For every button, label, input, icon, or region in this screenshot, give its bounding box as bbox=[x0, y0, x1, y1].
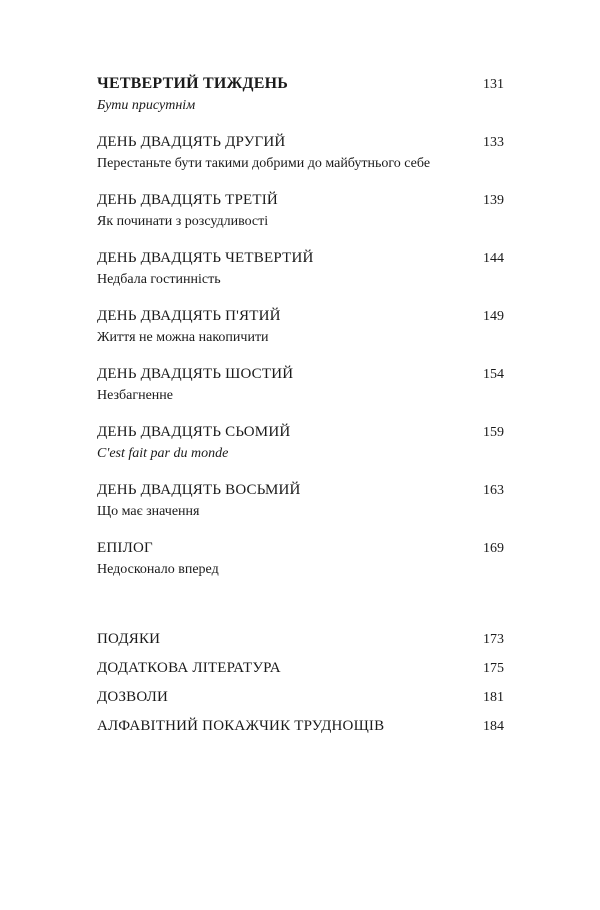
chapter-subtitle: C'est fait par du monde bbox=[97, 446, 229, 461]
chapter-title: ДЕНЬ ДВАДЦЯТЬ ТРЕТІЙ bbox=[97, 192, 278, 208]
chapter-page-number: 163 bbox=[483, 483, 504, 498]
back-matter-title: ДОЗВОЛИ bbox=[97, 689, 169, 705]
chapter-title: ДЕНЬ ДВАДЦЯТЬ П'ЯТИЙ bbox=[97, 308, 281, 324]
toc-entry bbox=[97, 628, 504, 651]
chapter-title: ДЕНЬ ДВАДЦЯТЬ ЧЕТВЕРТИЙ bbox=[97, 250, 314, 266]
part-subtitle: Бути присутнім bbox=[97, 98, 196, 113]
back-matter-page-number: 181 bbox=[483, 690, 504, 705]
chapter-title: ДЕНЬ ДВАДЦЯТЬ ВОСЬМИЙ bbox=[97, 482, 301, 498]
back-matter-page-number: 175 bbox=[483, 661, 504, 676]
back-matter-page-number: 184 bbox=[483, 719, 504, 734]
toc-entry bbox=[97, 657, 504, 680]
toc-entry bbox=[97, 537, 504, 580]
part-title: ЧЕТВЕРТИЙ ТИЖДЕНЬ bbox=[97, 75, 289, 92]
chapter-title: ДЕНЬ ДВАДЦЯТЬ ДРУГИЙ bbox=[97, 134, 286, 150]
section-spacer bbox=[97, 595, 504, 628]
part-page-number: 131 bbox=[483, 77, 504, 92]
chapter-page-number: 169 bbox=[483, 541, 504, 556]
chapter-subtitle: Життя не можна накопичити bbox=[97, 330, 269, 345]
chapter-subtitle: Недбала гостинність bbox=[97, 272, 221, 287]
toc-part-entry bbox=[97, 73, 504, 116]
chapter-page-number: 149 bbox=[483, 309, 504, 324]
back-matter-title: АЛФАВІТНИЙ ПОКАЖЧИК ТРУДНОЩІВ bbox=[97, 718, 385, 734]
toc-entry bbox=[97, 247, 504, 290]
chapter-subtitle: Недосконало вперед bbox=[97, 562, 219, 577]
chapter-page-number: 144 bbox=[483, 251, 504, 266]
chapter-title: ДЕНЬ ДВАДЦЯТЬ СЬОМИЙ bbox=[97, 424, 291, 440]
back-matter-title: ДОДАТКОВА ЛІТЕРАТУРА bbox=[97, 660, 281, 676]
table-of-contents bbox=[97, 73, 504, 744]
chapter-page-number: 154 bbox=[483, 367, 504, 382]
toc-entry bbox=[97, 715, 504, 738]
chapter-title: ДЕНЬ ДВАДЦЯТЬ ШОСТИЙ bbox=[97, 366, 294, 382]
chapter-subtitle: Як починати з розсудливості bbox=[97, 214, 269, 229]
chapter-subtitle: Що має значення bbox=[97, 504, 200, 519]
chapter-page-number: 139 bbox=[483, 193, 504, 208]
chapter-subtitle: Незбагненне bbox=[97, 388, 174, 403]
chapter-subtitle: Перестаньте бути такими добрими до майбутнього себе bbox=[97, 156, 431, 171]
back-matter-title: ПОДЯКИ bbox=[97, 631, 161, 647]
back-matter-page-number: 173 bbox=[483, 632, 504, 647]
toc-entry bbox=[97, 131, 504, 174]
toc-entry bbox=[97, 421, 504, 464]
toc-entry bbox=[97, 189, 504, 232]
chapter-page-number: 159 bbox=[483, 425, 504, 440]
toc-entry bbox=[97, 305, 504, 348]
toc-entry bbox=[97, 363, 504, 406]
toc-entry bbox=[97, 479, 504, 522]
chapter-page-number: 133 bbox=[483, 135, 504, 150]
chapter-title: ЕПІЛОГ bbox=[97, 540, 153, 556]
toc-entry bbox=[97, 686, 504, 709]
back-matter bbox=[97, 628, 504, 738]
